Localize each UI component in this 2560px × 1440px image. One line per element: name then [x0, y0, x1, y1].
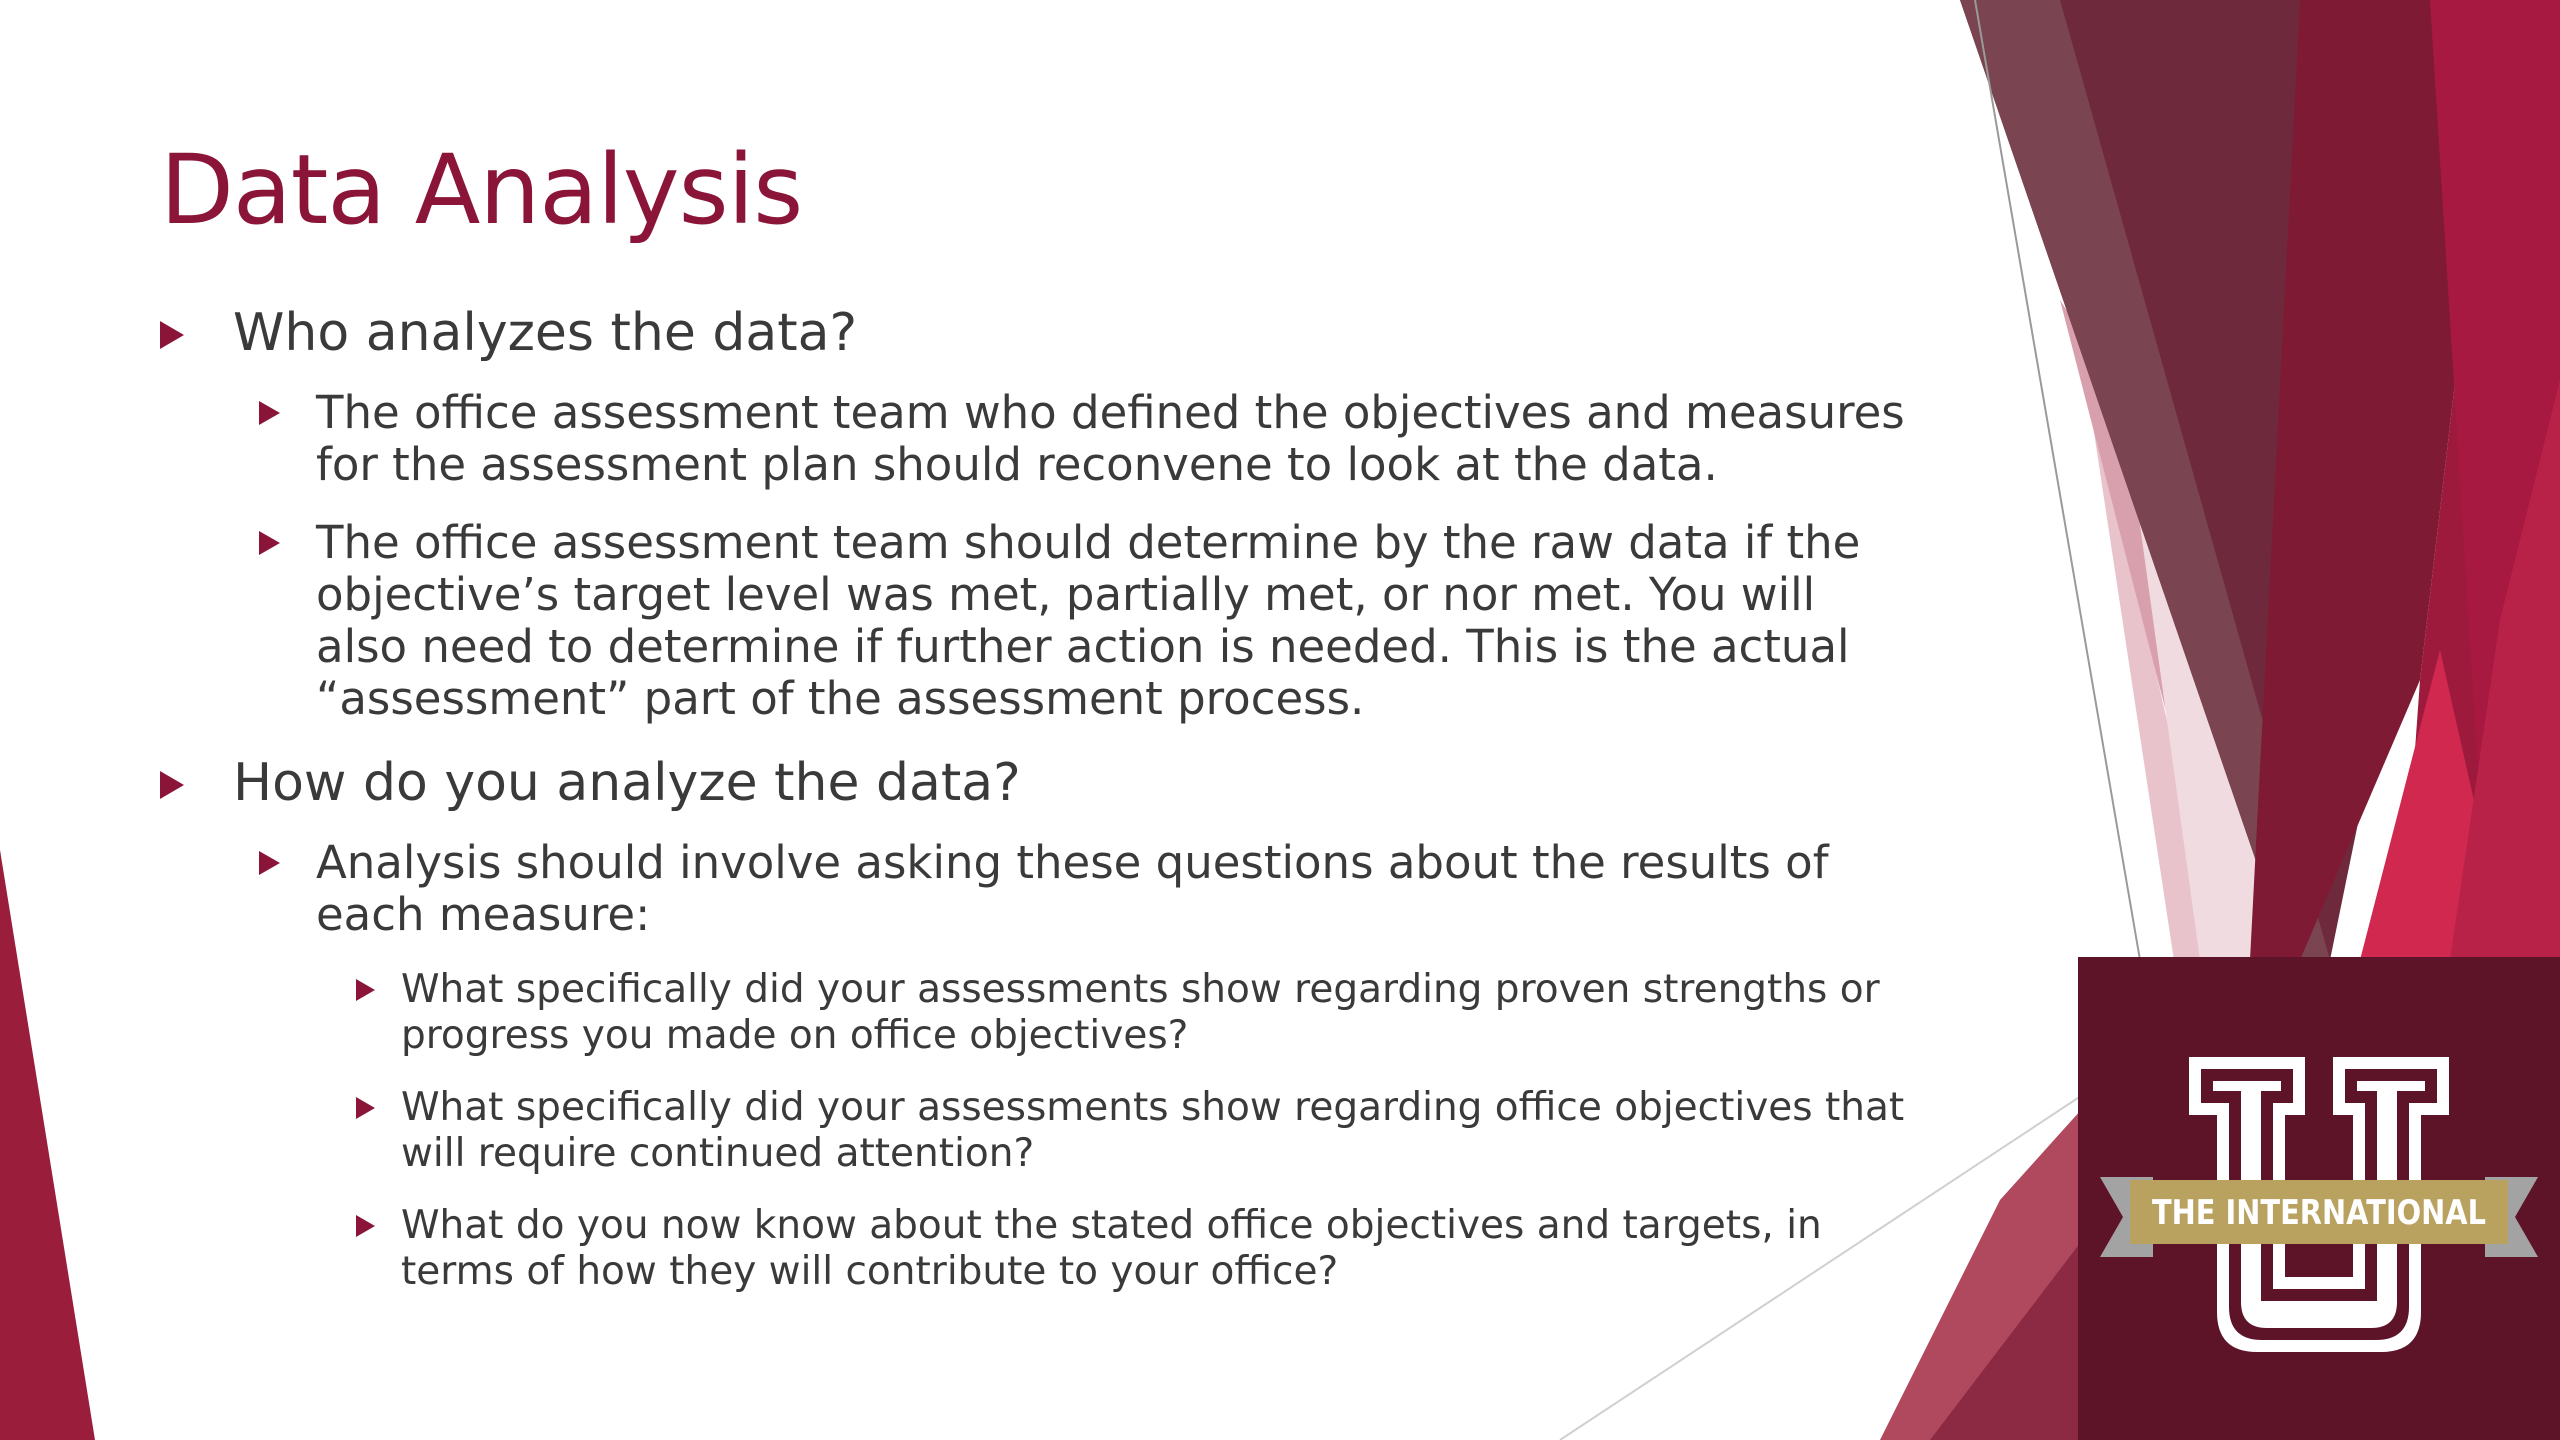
bullet-level-2 [259, 837, 1920, 941]
university-u-logo-icon [2078, 957, 2560, 1440]
bullet-text: The office assessment team should determine by the raw data if the objective’s target level was met, partially met, or nor met. You will also need to determine if further action is needed. This is the actual “assessment” part of the assessment process. [316, 516, 1861, 725]
triangle-bullet-icon [259, 851, 280, 875]
bullet-text: How do you analyze the data? [233, 753, 1021, 813]
slide-title: Data Analysis [160, 134, 803, 246]
triangle-bullet-icon [160, 321, 184, 349]
left-corner-shape [0, 850, 95, 1440]
bullet-text: The office assessment team who defined the objectives and measures for the assessment plan should reconvene to look at the data. [316, 386, 1905, 491]
banner-text: THE INTERNATIONAL [2152, 1193, 2486, 1233]
bullet-text: What do you now know about the stated office objectives and targets, in terms of how they will contribute to your office? [401, 1203, 1822, 1294]
bullet-level-3 [356, 1085, 1920, 1177]
triangle-bullet-icon [160, 771, 184, 799]
university-logo [2078, 957, 2560, 1440]
triangle-bullet-icon [259, 531, 280, 555]
bullet-text: Who analyzes the data? [233, 303, 858, 363]
bullet-level-1 [160, 755, 1920, 811]
triangle-bullet-icon [356, 979, 375, 1001]
triangle-bullet-icon [356, 1097, 375, 1119]
bullet-level-2 [259, 387, 1920, 491]
bullet-text: What specifically did your assessments show regarding proven strengths or progress you made on office objectives? [401, 967, 1880, 1058]
bullet-level-2 [259, 517, 1920, 725]
bullet-level-3 [356, 967, 1920, 1059]
slide-content [160, 305, 1920, 1295]
bullet-text: What specifically did your assessments show regarding office objectives that will require continued attention? [401, 1085, 1905, 1176]
triangle-bullet-icon [356, 1215, 375, 1237]
bullet-text: Analysis should involve asking these questions about the results of each measure: [316, 836, 1829, 941]
bullet-level-1 [160, 305, 1920, 361]
bullet-level-3 [356, 1203, 1920, 1295]
triangle-bullet-icon [259, 401, 280, 425]
